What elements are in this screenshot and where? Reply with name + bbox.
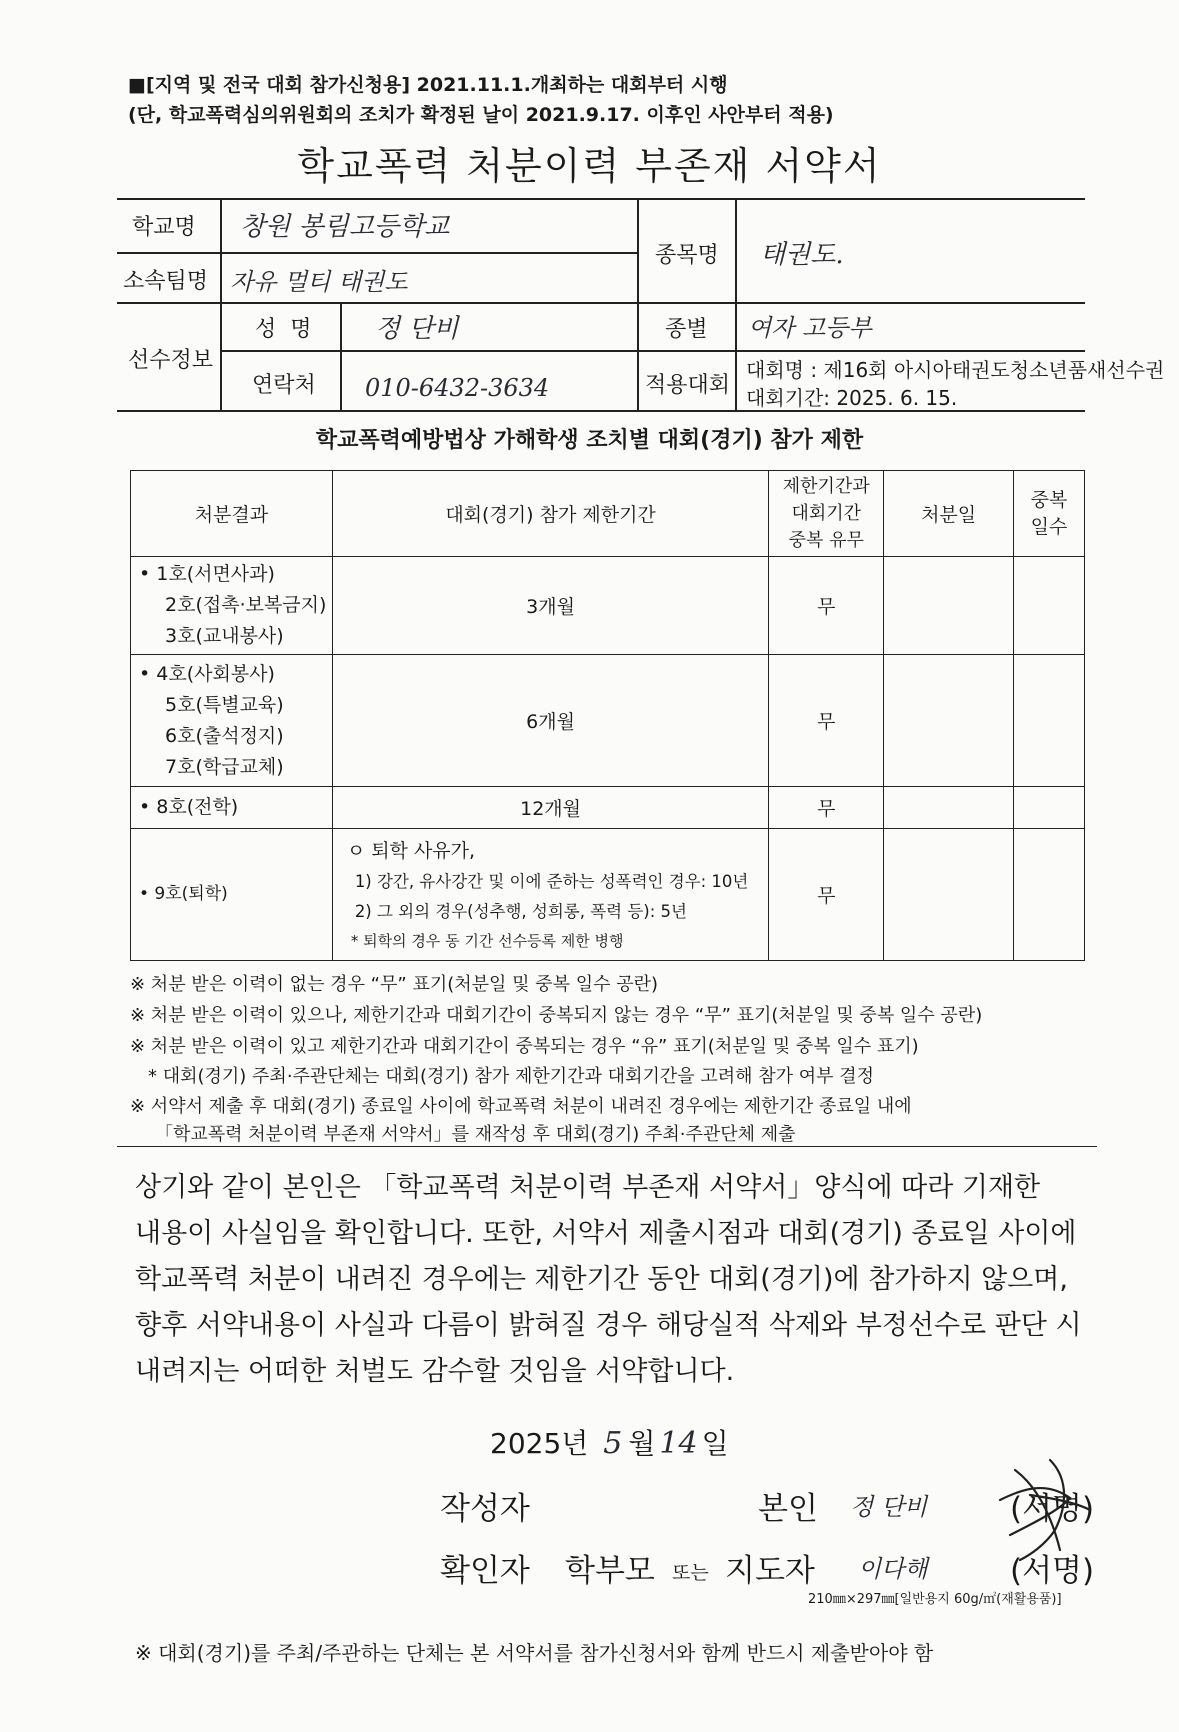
- pledge-line: 내려지는 어떠한 처벌도 감수할 것임을 서약합니다.: [135, 1356, 735, 1387]
- header-line-2: (단, 학교폭력심의위원회의 조치가 확정된 날이 2021.9.17. 이후인 사안부터 적용): [128, 104, 834, 126]
- date-month: 5: [603, 1426, 623, 1461]
- note-2: ※ 처분 받은 이력이 있으나, 제한기간과 대회기간이 중복되지 않는 경우 “무” 표기(처분일 및 중복 일수 공란): [130, 1005, 983, 1026]
- result-cell: [131, 787, 333, 829]
- days-cell: [1014, 655, 1085, 787]
- overlap-cell: 무: [769, 655, 884, 787]
- info-divider-sublabel: [340, 302, 342, 410]
- competition-name: 대회명 : 제16회 아시아태권도청소년품새선수권: [746, 358, 1165, 382]
- header-overlap: [769, 471, 884, 557]
- overlap-cell: 무: [769, 557, 884, 655]
- info-border-team: [117, 302, 1085, 304]
- paper-spec: 210㎜×297㎜[일반용지 60g/㎡(재활용품)]: [808, 1592, 1062, 1607]
- pledge-line: 향후 서약내용이 사실과 다름이 밝혀질 경우 해당실적 삭제와 부정선수로 판단 시: [135, 1310, 1082, 1341]
- table-row: [131, 787, 1085, 829]
- date-day-label: 일: [701, 1427, 729, 1460]
- applied-competition-label: 적용대회: [645, 373, 731, 398]
- info-divider-label: [220, 198, 222, 410]
- note-4: * 대회(경기) 주최·주관단체는 대회(경기) 참가 제한기간과 대회기간을 고려해 참가 여부 결정: [148, 1066, 874, 1087]
- parent-label: 학부모: [565, 1553, 655, 1589]
- info-border-name: [220, 350, 1085, 352]
- name-label: 성 명: [255, 317, 312, 342]
- competition-period: 대회기간: 2025. 6. 15.: [746, 386, 958, 410]
- result-cell: [131, 557, 333, 655]
- info-border-top: [117, 198, 1085, 200]
- division-label: 종별: [665, 317, 708, 342]
- signing-date: [490, 1422, 729, 1462]
- header-days-line: 일수: [1030, 515, 1068, 538]
- restriction-title: 학교폭력예방법상 가해학생 조치별 대회(경기) 참가 제한: [315, 428, 864, 453]
- note-3: ※ 처분 받은 이력이 있고 제한기간과 대회기간이 중복되는 경우 “유” 표기(처분일 및 중복 일수 표기): [130, 1036, 919, 1057]
- pledge-line: 상기와 같이 본인은 「학교폭력 처분이력 부존재 서약서」양식에 따라 기재한: [135, 1172, 1041, 1203]
- period-line: 2) 그 외의 경우(성추행, 성희롱, 폭력 등): 5년: [354, 901, 687, 921]
- header-overlap-line: 중복 유무: [788, 530, 864, 551]
- result-item: 3호(교내봉사): [165, 625, 284, 647]
- pledge-paragraph: [135, 1165, 1082, 1395]
- period-cell: [332, 829, 769, 961]
- contact-value: 010-6432-3634: [365, 374, 550, 402]
- date-cell: [884, 557, 1014, 655]
- confirmer-value: 이다해: [858, 1555, 928, 1583]
- athlete-info-label: 선수정보: [128, 348, 214, 373]
- table-row: [131, 557, 1085, 655]
- result-item: 5호(특별교육): [165, 693, 284, 716]
- note-5: ※ 서약서 제출 후 대회(경기) 종료일 사이에 학교폭력 처분이 내려진 경우에는 제한기간 종료일 내에: [130, 1096, 912, 1117]
- result-item: • 9호(퇴학): [139, 884, 228, 904]
- info-divider-mid: [637, 198, 639, 410]
- result-item: • 1호(서면사과): [139, 563, 275, 585]
- date-year: 2025년: [490, 1427, 589, 1460]
- notes-divider: [117, 1146, 1097, 1147]
- result-item: • 4호(사회봉사): [139, 662, 275, 685]
- header-line-1: ■[지역 및 전국 대회 참가신청용] 2021.11.1.개최하는 대회부터 시행: [128, 74, 728, 96]
- days-cell: [1014, 787, 1085, 829]
- table-header-row: [131, 471, 1085, 557]
- header-period: 대회(경기) 참가 제한기간: [332, 471, 769, 557]
- period-cell: 12개월: [332, 787, 769, 829]
- header-overlap-line: 제한기간과: [782, 476, 870, 497]
- result-item: • 8호(전학): [139, 796, 239, 818]
- name-value: 정 단비: [375, 314, 459, 344]
- info-divider-right-label: [735, 198, 737, 410]
- sign-placeholder-1: (서명): [1010, 1491, 1095, 1527]
- or-label: 또는: [672, 1562, 709, 1584]
- footer-note: ※ 대회(경기)를 주최/주관하는 단체는 본 서약서를 참가신청서와 함께 반드시 제출받아야 함: [135, 1641, 934, 1665]
- team-value: 자유 멀티 태권도: [230, 268, 408, 296]
- result-item: 7호(학급교체): [165, 755, 284, 778]
- result-item: 2호(접촉·보복금지): [165, 594, 327, 616]
- school-value: 창원 봉림고등학교: [240, 212, 450, 242]
- table-row: [131, 655, 1085, 787]
- restriction-table: [130, 470, 1085, 961]
- info-border-school: [117, 252, 637, 254]
- date-cell: [884, 787, 1014, 829]
- period-line: * 퇴학의 경우 동 기간 선수등록 제한 병행: [350, 931, 624, 950]
- contact-label: 연락처: [252, 373, 316, 398]
- period-cell: 3개월: [332, 557, 769, 655]
- writer-label: 작성자: [440, 1491, 530, 1527]
- header-result: 처분결과: [131, 471, 333, 557]
- header-overlap-line: 대회기간: [791, 503, 862, 524]
- period-line: 1) 강간, 유사강간 및 이에 준하는 성폭력인 경우: 10년: [354, 871, 749, 891]
- signature-scribble: [990, 1440, 1100, 1570]
- header-days: [1014, 471, 1085, 557]
- pledge-line: 내용이 사실임을 확인합니다. 또한, 서약서 제출시점과 대회(경기) 종료일 사이에: [135, 1218, 1077, 1249]
- header-days-line: 중복: [1030, 488, 1068, 511]
- result-cell: [131, 655, 333, 787]
- division-value: 여자 고등부: [748, 314, 872, 342]
- result-cell: [131, 829, 333, 961]
- date-cell: [884, 655, 1014, 787]
- period-cell: 6개월: [332, 655, 769, 787]
- sign-placeholder-2: (서명): [1010, 1553, 1095, 1589]
- date-month-label: 월: [628, 1427, 656, 1460]
- table-row: [131, 829, 1085, 961]
- overlap-cell: 무: [769, 787, 884, 829]
- header-date: 처분일: [884, 471, 1014, 557]
- date-cell: [884, 829, 1014, 961]
- school-label: 학교명: [132, 215, 196, 240]
- confirmer-label: 확인자: [440, 1553, 530, 1589]
- coach-label: 지도자: [725, 1553, 815, 1589]
- note-1: ※ 처분 받은 이력이 없는 경우 “무” 표기(처분일 및 중복 일수 공란): [130, 974, 659, 995]
- result-item: 6호(출석정지): [165, 724, 284, 747]
- overlap-cell: 무: [769, 829, 884, 961]
- self-label: 본인: [758, 1491, 818, 1527]
- pledge-line: 학교폭력 처분이 내려진 경우에는 제한기간 동안 대회(경기)에 참가하지 않으며,: [135, 1264, 1068, 1295]
- event-value: 태권도.: [760, 240, 844, 270]
- days-cell: [1014, 829, 1085, 961]
- page-title: 학교폭력 처분이력 부존재 서약서: [297, 144, 882, 188]
- note-6: 「학교폭력 처분이력 부존재 서약서」를 재작성 후 대회(경기) 주최·주관단체 제출: [155, 1124, 796, 1145]
- days-cell: [1014, 557, 1085, 655]
- period-line: ㅇ 퇴학 사유가,: [346, 839, 476, 862]
- team-label: 소속팀명: [123, 269, 209, 294]
- event-label: 종목명: [655, 243, 719, 268]
- self-value: 정 단비: [850, 1493, 928, 1521]
- date-day: 14: [659, 1426, 698, 1461]
